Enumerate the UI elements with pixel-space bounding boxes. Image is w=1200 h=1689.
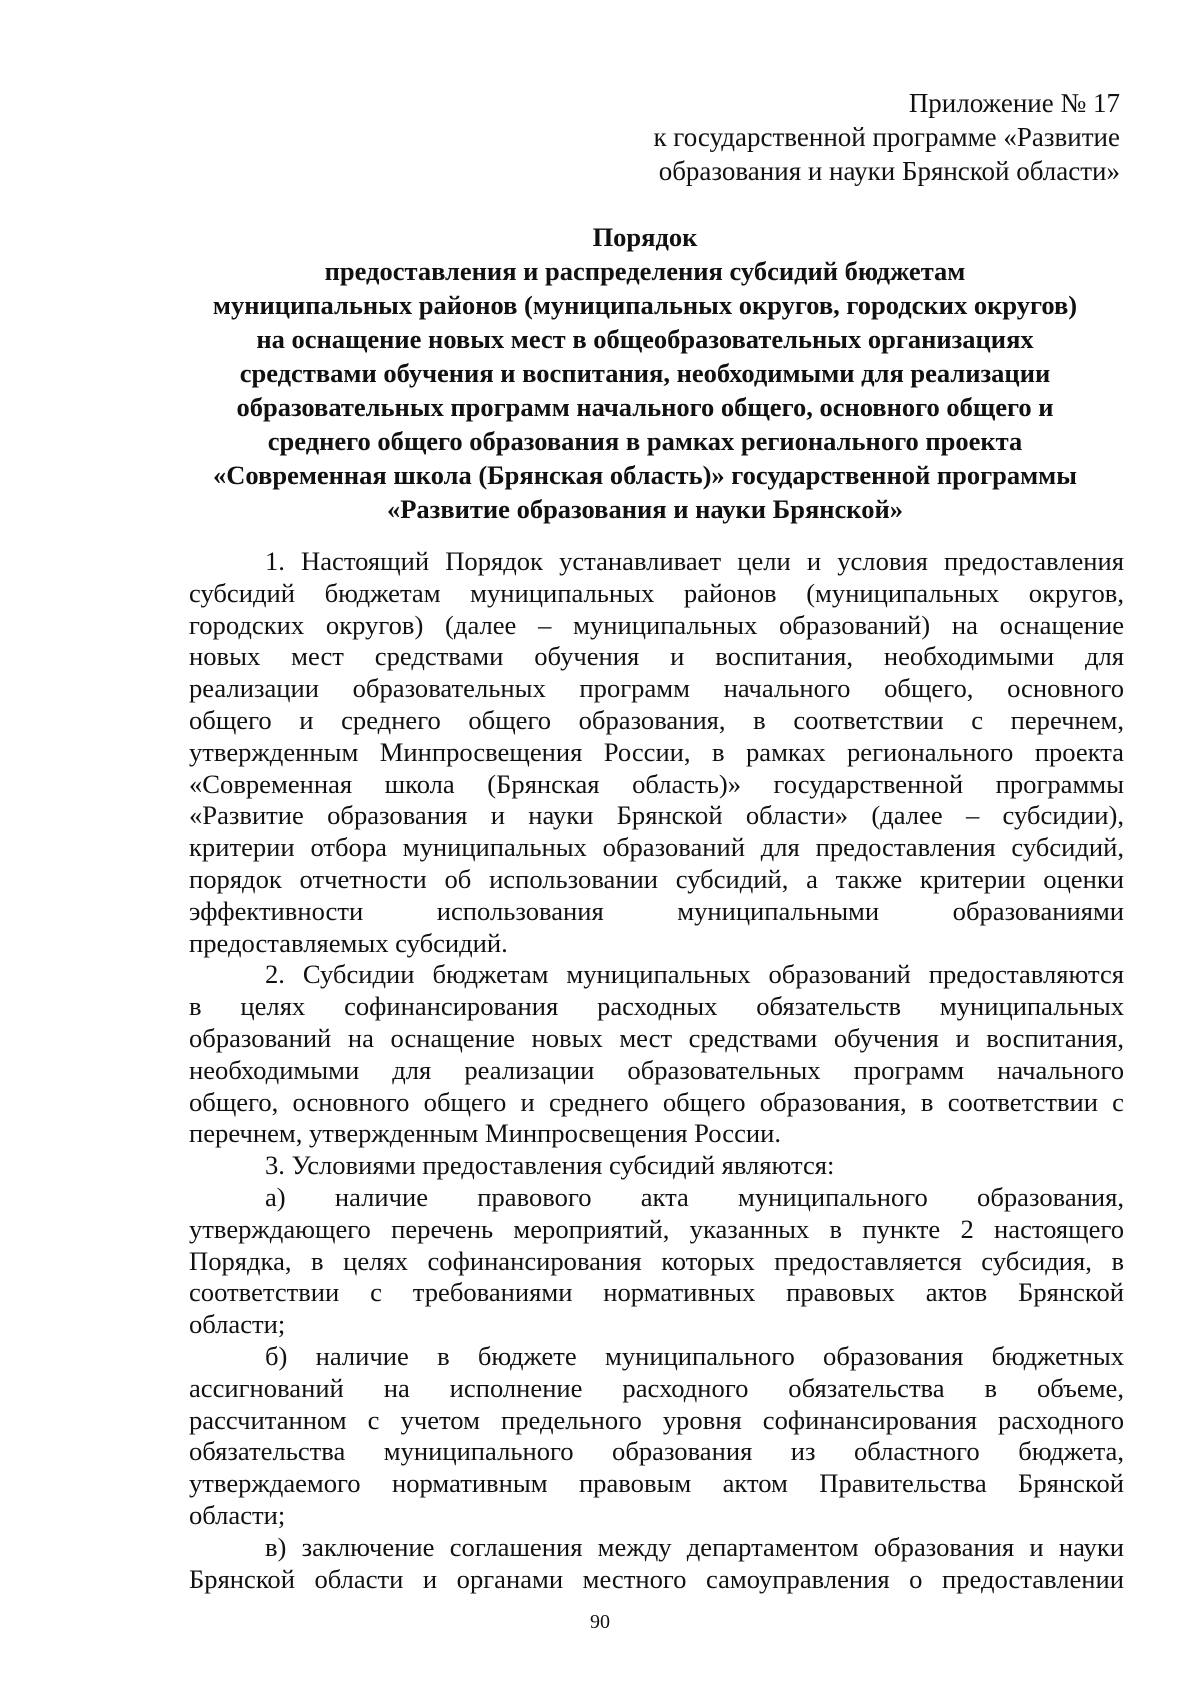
title-line: «Современная школа (Брянская область)» государственной программы <box>213 460 1077 490</box>
body-line: критерии отбора муниципальных образований для предоставления субсидий, <box>189 832 1124 863</box>
body-line: необходимыми для реализации образовательных программ начального <box>189 1054 1124 1085</box>
body-line: обязательства муниципального образования из областного бюджета, <box>189 1436 1124 1467</box>
body-line: общего и среднего общего образования, в соответствии с перечнем, <box>189 704 1124 735</box>
body-line: перечнем, утвержденным Минпросвещения России. <box>189 1118 781 1149</box>
body-line: Брянской области и органами местного самоуправления о предоставлении <box>189 1563 1124 1594</box>
appendix-header <box>560 86 1120 188</box>
appendix-line: образования и науки Брянской области» <box>658 156 1120 186</box>
body-line: 3. Условиями предоставления субсидий являются: <box>265 1150 835 1181</box>
body-line: «Современная школа (Брянская область)» государственной программы <box>189 768 1124 799</box>
title-line: предоставления и распределения субсидий бюджетам <box>324 256 966 286</box>
body-line: предоставляемых субсидий. <box>189 927 508 958</box>
body-line: области; <box>189 1499 286 1530</box>
document-body <box>189 546 1124 1595</box>
body-line: в) заключение соглашения между департаментом образования и науки <box>265 1531 1124 1562</box>
body-line: области; <box>189 1309 286 1340</box>
appendix-line: к государственной программе «Развитие <box>653 122 1120 152</box>
page-number: 90 <box>590 1611 610 1633</box>
body-line: общего, основного общего и среднего общего образования, в соответствии с <box>189 1086 1124 1117</box>
appendix-line: Приложение № 17 <box>908 88 1120 118</box>
title-line: среднего общего образования в рамках регионального проекта <box>267 426 1023 456</box>
body-line: «Развитие образования и науки Брянской области» (далее – субсидии), <box>189 800 1124 831</box>
body-line: утверждающего перечень мероприятий, указанных в пункте 2 настоящего <box>189 1213 1124 1244</box>
body-line: субсидий бюджетам муниципальных районов (муниципальных округов, <box>189 577 1124 608</box>
body-line: рассчитанном с учетом предельного уровня софинансирования расходного <box>189 1404 1124 1435</box>
body-line: 1. Настоящий Порядок устанавливает цели и условия предоставления <box>265 546 1124 576</box>
body-line: а) наличие правового акта муниципального образования, <box>265 1181 1124 1212</box>
title-line: «Развитие образования и науки Брянской» <box>386 494 903 524</box>
document-title <box>170 220 1120 526</box>
body-line: эффективности использования муниципальными образованиями <box>189 895 1124 926</box>
body-line: Порядка, в целях софинансирования которых предоставляется субсидия, в <box>189 1245 1124 1276</box>
body-line: городских округов) (далее – муниципальных образований) на оснащение <box>189 609 1124 640</box>
body-line: образований на оснащение новых мест средствами обучения и воспитания, <box>189 1022 1124 1053</box>
body-line: реализации образовательных программ начального общего, основного <box>189 673 1124 704</box>
body-line: утверждаемого нормативным правовым актом Правительства Брянской <box>189 1468 1124 1499</box>
title-line: Порядок <box>592 222 698 252</box>
body-line: утвержденным Минпросвещения России, в рамках регионального проекта <box>189 736 1124 767</box>
body-line: новых мест средствами обучения и воспитания, необходимыми для <box>189 641 1124 672</box>
body-line: 2. Субсидии бюджетам муниципальных образований предоставляются <box>265 959 1124 990</box>
body-line: б) наличие в бюджете муниципального образования бюджетных <box>265 1340 1124 1371</box>
body-line: ассигнований на исполнение расходного обязательства в объеме, <box>189 1372 1124 1403</box>
title-line: на оснащение новых мест в общеобразовательных организациях <box>256 324 1034 354</box>
title-line: средствами обучения и воспитания, необходимыми для реализации <box>239 358 1051 388</box>
title-line: образовательных программ начального общего, основного общего и <box>236 392 1054 422</box>
body-line: порядок отчетности об использовании субсидий, а также критерии оценки <box>189 863 1124 894</box>
body-line: в целях софинансирования расходных обязательств муниципальных <box>189 991 1124 1022</box>
title-line: муниципальных районов (муниципальных округов, городских округов) <box>212 290 1078 320</box>
body-line: соответствии с требованиями нормативных правовых актов Брянской <box>189 1277 1124 1308</box>
